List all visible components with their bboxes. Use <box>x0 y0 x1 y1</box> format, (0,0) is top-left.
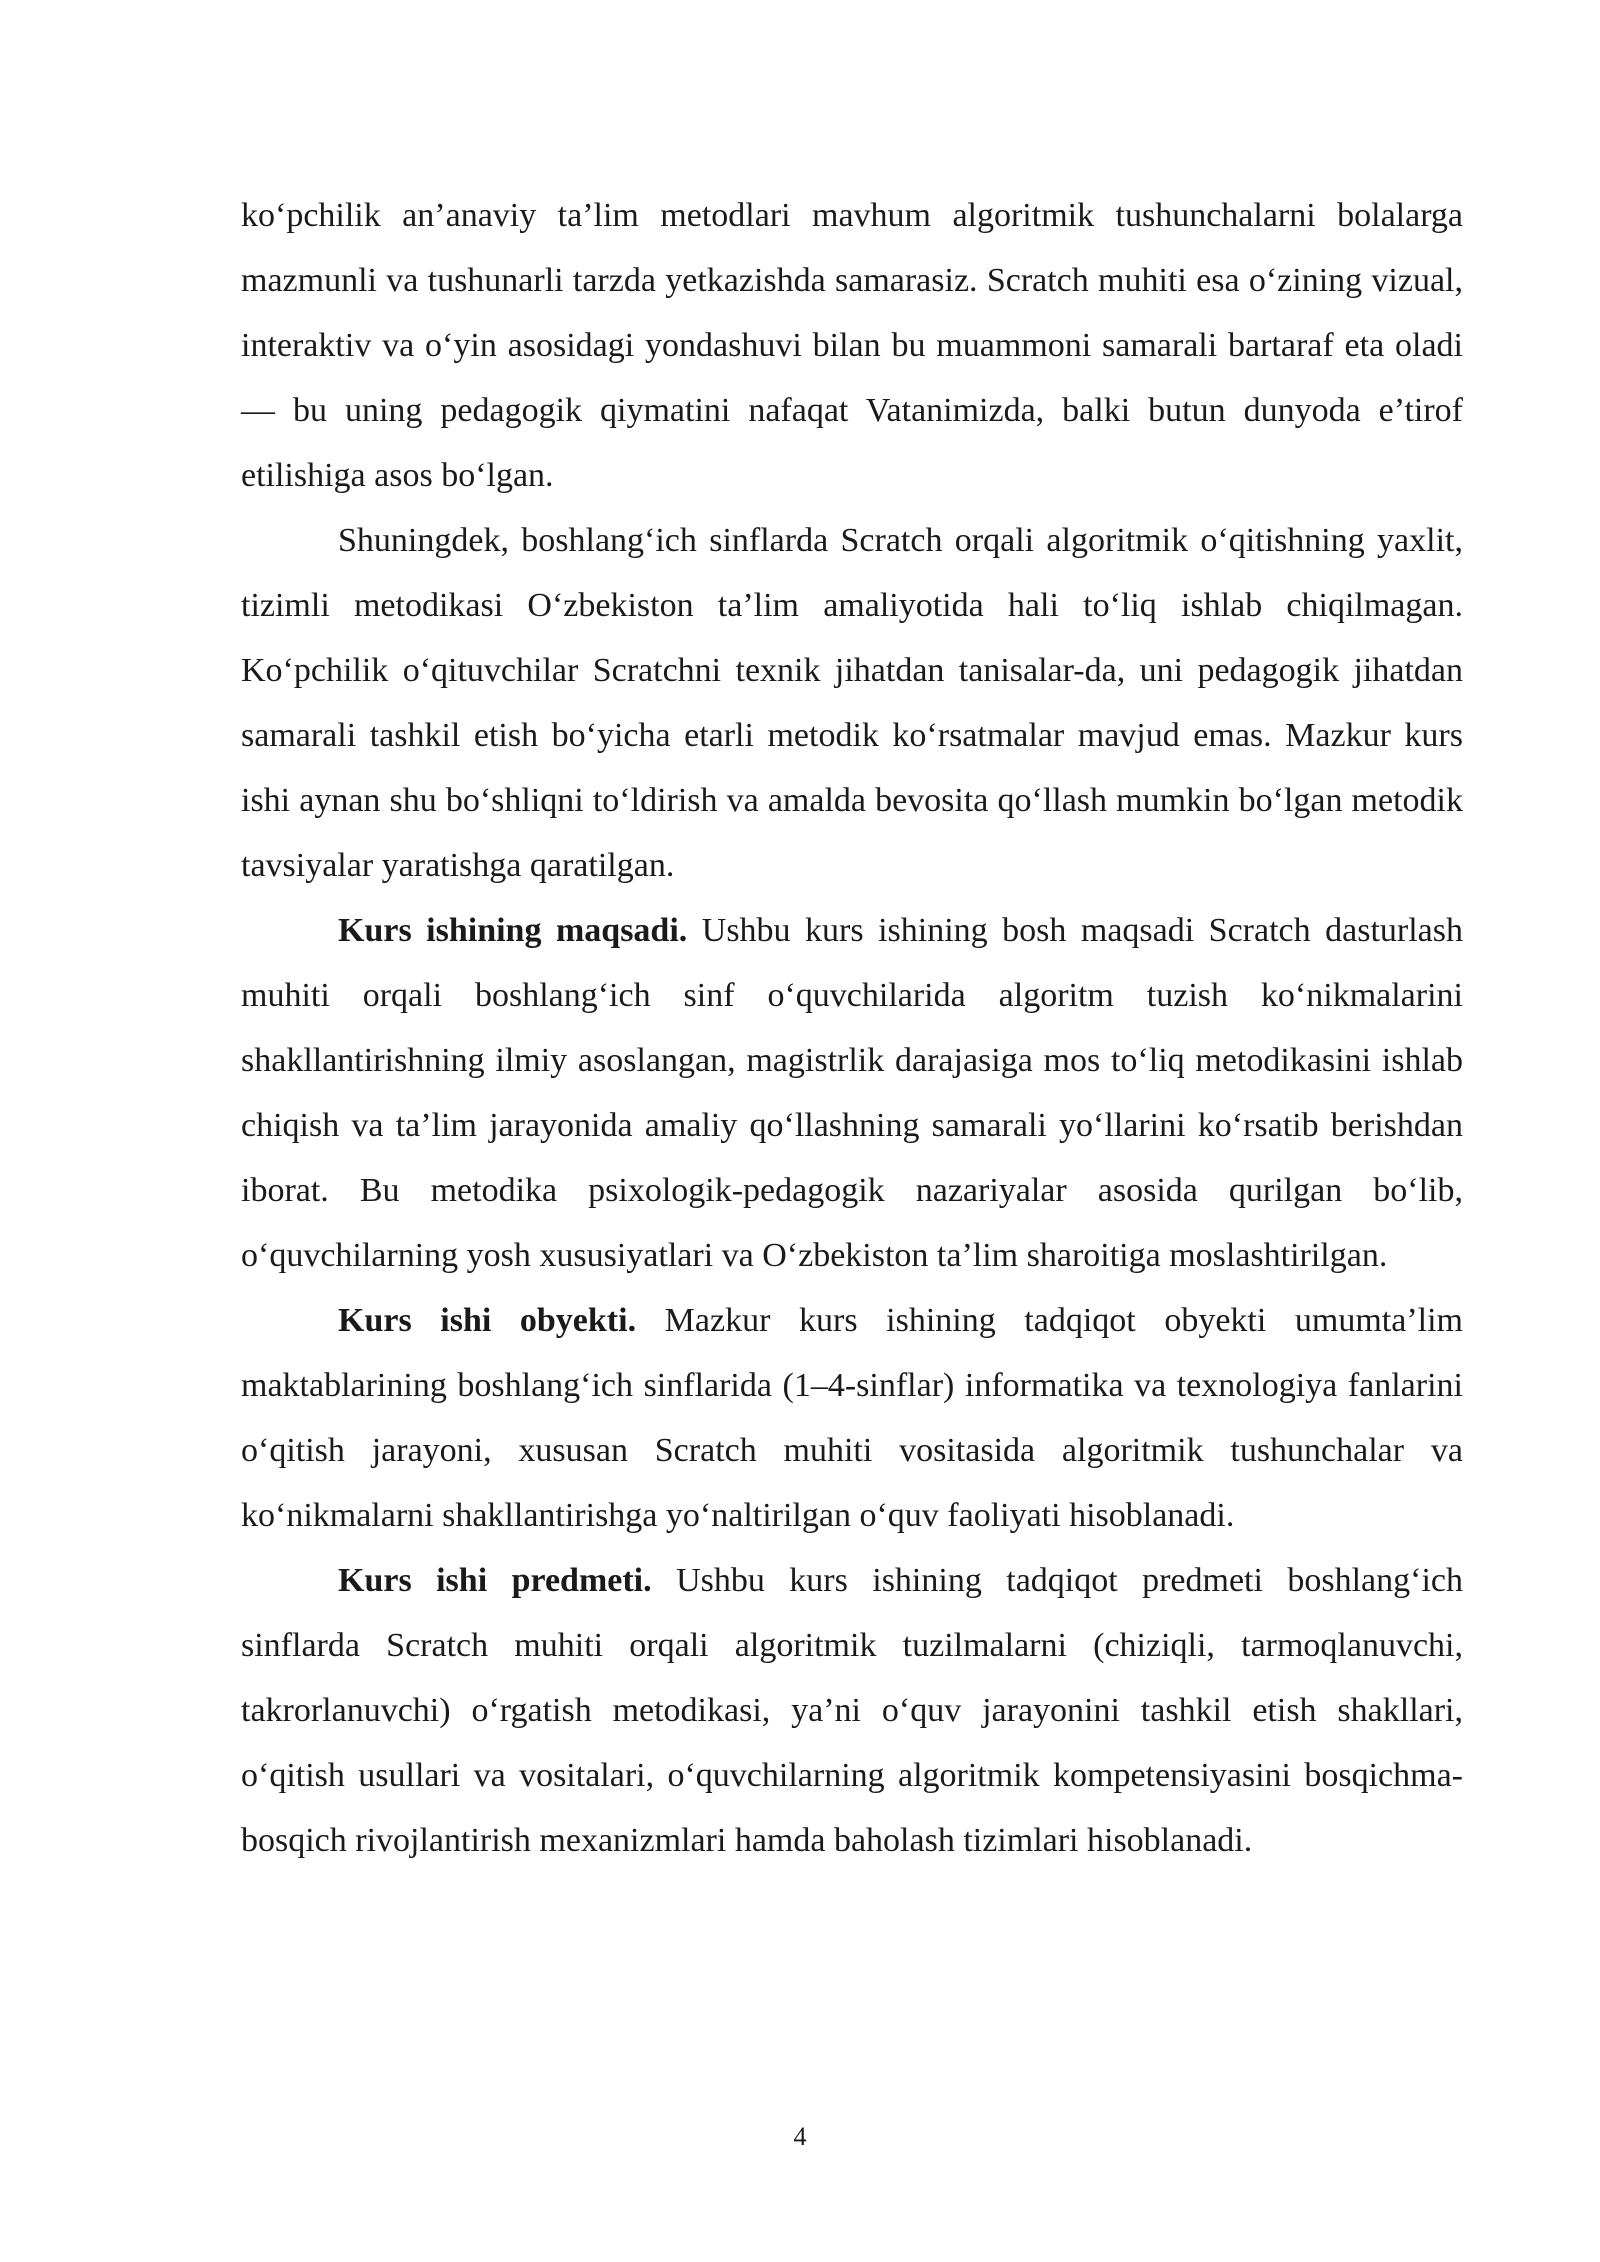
paragraph-heading: Kurs ishining maqsadi. <box>338 912 688 949</box>
paragraph-gap-statement <box>241 508 1463 898</box>
paragraph-text: Mazkur kurs ishining tadqiqot obyekti umumta’lim maktablarining boshlang‘ich sinflarida (1–4-sinflar) informatika va texnologiya fanlarini o‘qitish jarayoni, xususan Scratch muhiti vositasida algoritmik tushunchalar va ko‘nikmalarni shakllantirishga yo‘naltirilgan o‘quv faoliyati hisoblanadi. <box>241 1302 1463 1534</box>
paragraph-intro-continuation <box>241 183 1463 508</box>
paragraph-goal <box>241 898 1463 1288</box>
paragraph-heading: Kurs ishi obyekti. <box>338 1302 637 1339</box>
page-number: 4 <box>793 2122 807 2151</box>
paragraph-heading: Kurs ishi predmeti. <box>338 1562 652 1599</box>
paragraph-text: Ushbu kurs ishining tadqiqot predmeti boshlang‘ich sinflarda Scratch muhiti orqali algoritmik tuzilmalarni (chiziqli, tarmoqlanuvchi, takrorlanuvchi) o‘rgatish metodikasi, ya’ni o‘quv jarayonini tashkil etish shakllari, o‘qitish usullari va vositalari, o‘quvchilarning algoritmik kompetensiyasini bosqichma-bosqich rivojlantirish mexanizmlari hamda baholash tizimlari hisoblanadi. <box>241 1562 1464 1859</box>
paragraph-text: Ushbu kurs ishining bosh maqsadi Scratch dasturlash muhiti orqali boshlang‘ich sinf o‘quvchilarida algoritm tuzish ko‘nikmalarini shakllantirishning ilmiy asoslangan, magistrlik darajasiga mos to‘liq metodikasini ishlab chiqish va ta’lim jarayonida amaliy qo‘llashning samarali yo‘llarini ko‘rsatib berishdan iborat. Bu metodika psixologik-pedagogik nazariyalar asosida qurilgan bo‘lib, o‘quvchilarning yosh xususiyatlari va O‘zbekiston ta’lim sharoitiga moslashtirilgan. <box>241 912 1463 1274</box>
paragraph-object <box>241 1288 1463 1548</box>
paragraph-subject <box>241 1548 1463 1873</box>
paragraph-text: ko‘pchilik an’anaviy ta’lim metodlari mavhum algoritmik tushunchalarni bolalarga mazmunli va tushunarli tarzda yetkazishda samarasiz. Scratch muhiti esa o‘zining vizual, interaktiv va o‘yin asosidagi yondashuvi bilan bu muammoni samarali bartaraf eta oladi — bu uning pedagogik qiymatini nafaqat Vatanimizda, balki butun dunyoda e’tirof etilishiga asos bo‘lgan. <box>241 197 1463 494</box>
body-text <box>241 183 1463 1873</box>
paragraph-text: Shuningdek, boshlang‘ich sinflarda Scratch orqali algoritmik o‘qitishning yaxlit, tizimli metodikasi O‘zbekiston ta’lim amaliyotida hali to‘liq ishlab chiqilmagan. Ko‘pchilik o‘qituvchilar Scratchni texnik jihatdan tanisalar-da, uni pedagogik jihatdan samarali tashkil etish bo‘yicha etarli metodik ko‘rsatmalar mavjud emas. Mazkur kurs ishi aynan shu bo‘shliqni to‘ldirish va amalda bevosita qo‘llash mumkin bo‘lgan metodik tavsiyalar yaratishga qaratilgan. <box>241 522 1463 884</box>
